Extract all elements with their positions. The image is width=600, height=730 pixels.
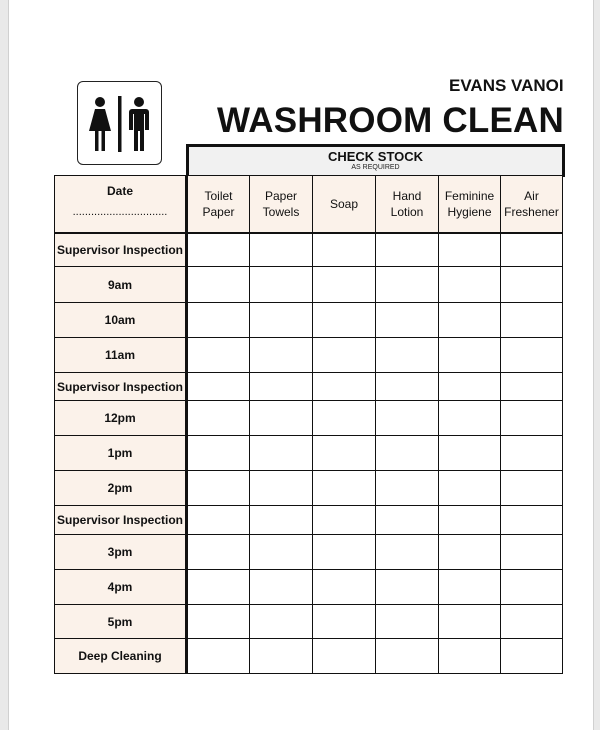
column-header-line: Feminine bbox=[444, 188, 495, 203]
row-label: 5pm bbox=[55, 605, 187, 639]
column-header-line: Paper bbox=[202, 204, 235, 219]
table-row bbox=[55, 267, 563, 303]
checkbox-cell[interactable] bbox=[501, 436, 563, 471]
checkbox-cell[interactable] bbox=[376, 436, 439, 471]
checkbox-cell[interactable] bbox=[250, 436, 313, 471]
checkbox-cell[interactable] bbox=[313, 267, 376, 303]
checkbox-cell[interactable] bbox=[313, 338, 376, 373]
checkbox-cell[interactable] bbox=[439, 570, 501, 605]
checkbox-cell[interactable] bbox=[250, 233, 313, 267]
row-label: 9am bbox=[55, 267, 187, 303]
checkbox-cell[interactable] bbox=[250, 401, 313, 436]
checkbox-cell[interactable] bbox=[501, 233, 563, 267]
checkbox-cell[interactable] bbox=[501, 506, 563, 535]
column-header-line: Air bbox=[524, 188, 539, 203]
document-page bbox=[8, 0, 594, 730]
checkbox-cell[interactable] bbox=[187, 401, 250, 436]
row-label: 1pm bbox=[55, 436, 187, 471]
checkbox-cell[interactable] bbox=[313, 436, 376, 471]
checkbox-cell[interactable] bbox=[439, 436, 501, 471]
checkbox-cell[interactable] bbox=[501, 605, 563, 639]
checkbox-cell[interactable] bbox=[187, 471, 250, 506]
date-blank-line: ............................... bbox=[72, 205, 168, 218]
table-row bbox=[55, 605, 563, 639]
checkbox-cell[interactable] bbox=[376, 570, 439, 605]
column-header-line: Paper bbox=[264, 188, 298, 203]
checkbox-cell[interactable] bbox=[501, 373, 563, 401]
checkbox-cell[interactable] bbox=[250, 338, 313, 373]
row-label: Supervisor Inspection bbox=[55, 373, 187, 401]
row-label: 12pm bbox=[55, 401, 187, 436]
checkbox-cell[interactable] bbox=[439, 506, 501, 535]
checkbox-cell[interactable] bbox=[313, 401, 376, 436]
checkbox-cell[interactable] bbox=[187, 338, 250, 373]
checkbox-cell[interactable] bbox=[376, 506, 439, 535]
checkbox-cell[interactable] bbox=[376, 233, 439, 267]
page-title: WASHROOM CLEAN bbox=[217, 101, 564, 140]
checkbox-cell[interactable] bbox=[250, 639, 313, 674]
table-row bbox=[55, 436, 563, 471]
column-header-5 bbox=[501, 176, 563, 233]
checkbox-cell[interactable] bbox=[250, 267, 313, 303]
checkbox-cell[interactable] bbox=[313, 506, 376, 535]
checkbox-cell[interactable] bbox=[187, 605, 250, 639]
table-row bbox=[55, 303, 563, 338]
checkbox-cell[interactable] bbox=[501, 401, 563, 436]
checkbox-cell[interactable] bbox=[439, 303, 501, 338]
checkbox-cell[interactable] bbox=[187, 535, 250, 570]
date-header-cell[interactable] bbox=[55, 176, 187, 233]
checkbox-cell[interactable] bbox=[376, 267, 439, 303]
column-header-3 bbox=[376, 176, 439, 233]
checkbox-cell[interactable] bbox=[439, 605, 501, 639]
checkbox-cell[interactable] bbox=[376, 338, 439, 373]
column-header-line: Towels bbox=[262, 204, 300, 219]
checkbox-cell[interactable] bbox=[187, 506, 250, 535]
table-row bbox=[55, 401, 563, 436]
checkbox-cell[interactable] bbox=[187, 639, 250, 674]
checkbox-cell[interactable] bbox=[376, 401, 439, 436]
checkbox-cell[interactable] bbox=[313, 303, 376, 338]
row-label: 2pm bbox=[55, 471, 187, 506]
row-label: Deep Cleaning bbox=[55, 639, 187, 674]
checkbox-cell[interactable] bbox=[250, 373, 313, 401]
date-label: Date bbox=[106, 183, 133, 198]
column-header-line: Hand bbox=[392, 188, 422, 203]
checkbox-cell[interactable] bbox=[250, 535, 313, 570]
row-label: 3pm bbox=[55, 535, 187, 570]
check-stock-subtitle: AS REQUIRED bbox=[351, 164, 400, 171]
company-name: EVANS VANOI bbox=[449, 76, 564, 95]
column-header-line: Soap bbox=[329, 196, 359, 211]
checkbox-cell[interactable] bbox=[250, 303, 313, 338]
table-row bbox=[55, 506, 563, 535]
check-stock-header bbox=[186, 144, 565, 177]
checkbox-cell[interactable] bbox=[313, 373, 376, 401]
table-row bbox=[55, 233, 563, 267]
checkbox-cell[interactable] bbox=[501, 267, 563, 303]
row-label: 4pm bbox=[55, 570, 187, 605]
checkbox-cell[interactable] bbox=[439, 639, 501, 674]
checkbox-cell[interactable] bbox=[439, 267, 501, 303]
checkbox-cell[interactable] bbox=[376, 471, 439, 506]
checkbox-cell[interactable] bbox=[439, 233, 501, 267]
row-label: Supervisor Inspection bbox=[55, 506, 187, 535]
table-row bbox=[55, 373, 563, 401]
restroom-icon bbox=[78, 82, 163, 166]
checkbox-cell[interactable] bbox=[439, 373, 501, 401]
row-label: Supervisor Inspection bbox=[55, 233, 187, 267]
checkbox-cell[interactable] bbox=[250, 605, 313, 639]
restroom-logo bbox=[77, 81, 162, 165]
checkbox-cell[interactable] bbox=[501, 471, 563, 506]
checkbox-cell[interactable] bbox=[187, 303, 250, 338]
column-header-line: Toilet bbox=[204, 188, 233, 203]
checkbox-cell[interactable] bbox=[250, 570, 313, 605]
checkbox-cell[interactable] bbox=[313, 605, 376, 639]
checkbox-cell[interactable] bbox=[250, 506, 313, 535]
checkbox-cell[interactable] bbox=[376, 639, 439, 674]
column-header-0 bbox=[187, 176, 250, 233]
checkbox-cell[interactable] bbox=[187, 436, 250, 471]
checkbox-cell[interactable] bbox=[439, 338, 501, 373]
column-header-line: Lotion bbox=[390, 204, 424, 219]
checkbox-cell[interactable] bbox=[376, 535, 439, 570]
column-header-line: Freshener bbox=[504, 204, 559, 219]
checkbox-cell[interactable] bbox=[501, 535, 563, 570]
checkbox-cell[interactable] bbox=[501, 570, 563, 605]
cleaning-log-table bbox=[54, 175, 563, 674]
checkbox-cell[interactable] bbox=[376, 605, 439, 639]
row-label: 10am bbox=[55, 303, 187, 338]
checkbox-cell[interactable] bbox=[187, 267, 250, 303]
checkbox-cell[interactable] bbox=[313, 535, 376, 570]
check-stock-title: CHECK STOCK bbox=[327, 149, 424, 164]
checkbox-cell[interactable] bbox=[313, 471, 376, 506]
column-header-1 bbox=[250, 176, 313, 233]
checkbox-cell[interactable] bbox=[187, 373, 250, 401]
table-header-row bbox=[55, 176, 563, 233]
table-row bbox=[55, 471, 563, 506]
checkbox-cell[interactable] bbox=[313, 233, 376, 267]
column-header-2 bbox=[313, 176, 376, 233]
checkbox-cell[interactable] bbox=[439, 471, 501, 506]
checkbox-cell[interactable] bbox=[501, 639, 563, 674]
checkbox-cell[interactable] bbox=[187, 570, 250, 605]
table-row bbox=[55, 639, 563, 674]
row-label: 11am bbox=[55, 338, 187, 373]
checkbox-cell[interactable] bbox=[501, 303, 563, 338]
checkbox-cell[interactable] bbox=[187, 233, 250, 267]
checkbox-cell[interactable] bbox=[376, 303, 439, 338]
column-header-line: Hygiene bbox=[447, 204, 492, 219]
table-row bbox=[55, 570, 563, 605]
checkbox-cell[interactable] bbox=[439, 535, 501, 570]
checkbox-cell[interactable] bbox=[250, 471, 313, 506]
checkbox-cell[interactable] bbox=[313, 570, 376, 605]
column-header-4 bbox=[439, 176, 501, 233]
checkbox-cell[interactable] bbox=[376, 373, 439, 401]
checkbox-cell[interactable] bbox=[313, 639, 376, 674]
table-row bbox=[55, 535, 563, 570]
checkbox-cell[interactable] bbox=[439, 401, 501, 436]
checkbox-cell[interactable] bbox=[501, 338, 563, 373]
table-row bbox=[55, 338, 563, 373]
